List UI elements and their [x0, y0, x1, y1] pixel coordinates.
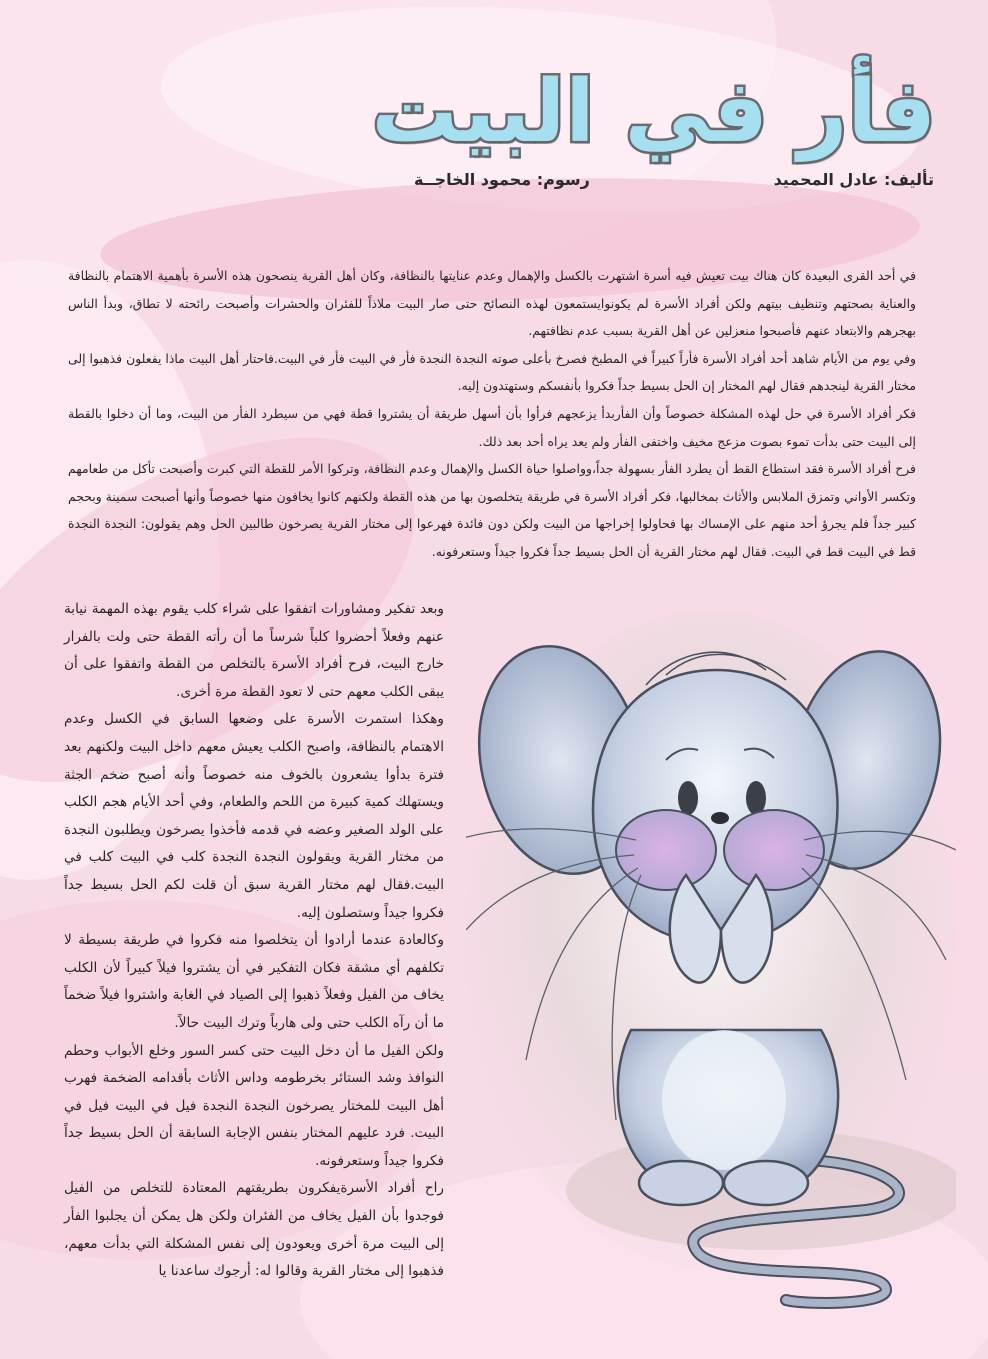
story-paragraph: ولكن الفيل ما أن دخل البيت حتى كسر السور وخلع الأبواب وحطم النوافذ وشد الستائر بخرطومه وداس الأثاث بأقدامه الضخمة فهرب أهل البيت للمختار يصرخون النجدة النجدة فيل في البيت فيل في البيت. فرد عليهم المختار بنفس الإجابة السابقة أن الحل بسيط جداً فكروا جيداً وستعرفونه. [64, 1042, 444, 1169]
story-paragraph: فكر أفراد الأسرة في حل لهذه المشكلة خصوصاً وأن الفأربدأ يزعجهم فرأوا بأن أسهل طريقة أن يشتروا قطة فهي من سيطرد الفأر من البيت، وما أن دخلوا بالقطة إلى البيت حتى بدأت تموء بصوت مزعج مخيف واختفى الفأر ولم يعد يراه أحد بعد ذلك. [68, 405, 916, 449]
story-paragraph: وهكذا استمرت الأسرة على وضعها السابق في الكسل وعدم الاهتمام بالنظافة، واصبح الكلب يعيش معهم داخل البيت ولكنهم بعد فترة بدأوا يشعرون بالخوف منه خصوصاً وأنه أصبح ضخم الجثة ويستهلك كمية كبيرة من اللحم والطعام، وفي أحد الأيام هجم الكلب على الولد الصغير وعضه في قدمه فأخذوا يصرخون ويطلبون النجدة من مختار القرية ويقولون النجدة النجدة كلب في البيت كلب في البيت.فقال لهم مختار القرية سبق أن قلت لكم الحل بسيط جداً فكروا جيداً وستصلون إليه. [64, 711, 444, 921]
story-paragraph: في أحد القرى البعيدة كان هناك بيت تعيش فيه أسرة اشتهرت بالكسل والإهمال وعدم عنايتها بالنظافة، وكان أهل القرية ينصحون هذه الأسرة بأهمية الاهتمام بالنظافة والعناية بصحتهم وتنظيف بيتهم ولكن أفراد الأسرة لم يكونوايستمعون لهذه النصائح حتى صار البيت ملاذاً للفئران والحشرات وأصبحت رائحته لا تطاق، وبدأ الناس بهجرهم والابتعاد عنهم فأصبحوا منعزلين عن أهل القرية بسبب عدم نظافتهم. [68, 268, 916, 339]
story-paragraph: فرح أفراد الأسرة فقد استطاع القط أن يطرد الفأر بسهولة جداً،وواصلوا حياة الكسل والإهمال وعدم النظافة، وتركوا الأمر للقطة التي كبرت وأصبحت تأكل من طعامهم وتكسر الأواني وتمزق الملابس والأثاث بمخالبها، فكر أفراد الأسرة في طريقة يتخلصون بها من هذه القطة ولكنهم كانوا يخافون منها خصوصاً وأنها أصبحت سمينة وبحجم كبير جداً فلم يجرؤ أحد منهم على الإمساك بها فحاولوا إخراجها من البيت ولكن دون فائدة فهرعوا إلى مختار القرية يصرخون طالبين الحل وهم يقولون: النجدة النجدة قط في البيت قط في البيت. فقال لهم مختار القرية أن الحل بسيط جداً فكروا جيداً وستعرفونه. [68, 461, 916, 559]
story-paragraph: وفي يوم من الأيام شاهد أحد أفراد الأسرة فأراً كبيراً في المطبخ فصرخ بأعلى صوته النجدة النجدة فأر في البيت فأر في البيت.فاحتار أهل البيت ماذا يفعلون فذهبوا إلى مختار القرية لينجدهم فقال لهم المختار إن الحل بسيط جداً فكروا بأنفسكم وستهتدون إليه. [68, 350, 916, 394]
right-foot [724, 1161, 808, 1205]
left-cheek [616, 810, 716, 890]
story-column [64, 596, 444, 1286]
story-intro [68, 262, 916, 566]
right-cheek [724, 810, 824, 890]
mouse-illustration [466, 600, 956, 1320]
story-paragraph: وبعد تفكير ومشاورات اتفقوا على شراء كلب يقوم بهذه المهمة نيابة عنهم وفعلاً أحضروا كلباً شرساً ما أن رأته القطة حتى ولت بالفرار خارج البيت، فرح أفراد الأسرة بالتخلص من القطة واتفقوا على أن يبقى الكلب معهم حتى لا تعود القطة مرة أخرى. [64, 601, 444, 700]
story-paragraph: وكالعادة عندما أرادوا أن يتخلصوا منه فكروا في طريقة بسيطة لا تكلفهم أي مشقة فكان التفكير في أن يشتروا فيلاً كبيراً لأن الكلب يخاف من الفيل وفعلاً ذهبوا إلى الصياد في الغابة واشتروا فيلاً ضخماً ما أن رآه الكلب حتى ولى هارباً وترك البيت حالاً. [64, 932, 444, 1031]
author-credit: تأليف: عادل المحميد [773, 170, 934, 189]
story-paragraph: راح أفراد الأسرةيفكرون بطريقتهم المعتادة للتخلص من الفيل فوجدوا بأن الفيل يخاف من الفئران ولكن هل يمكن أن يجلبوا الفأر إلى البيت مرة أخرى ويعودون إلى نفس المشكلة التي بدأت معهم، فذهبوا إلى مختار القرية وقالوا له: أرجوك ساعدنا يا [64, 1180, 444, 1280]
left-foot [639, 1161, 723, 1205]
page-title: فأر في البيت [371, 62, 936, 162]
nose [711, 812, 729, 824]
credits [414, 170, 934, 189]
illustrator-credit: رسوم: محمود الخاجــة [414, 170, 590, 189]
left-eye [678, 781, 698, 815]
